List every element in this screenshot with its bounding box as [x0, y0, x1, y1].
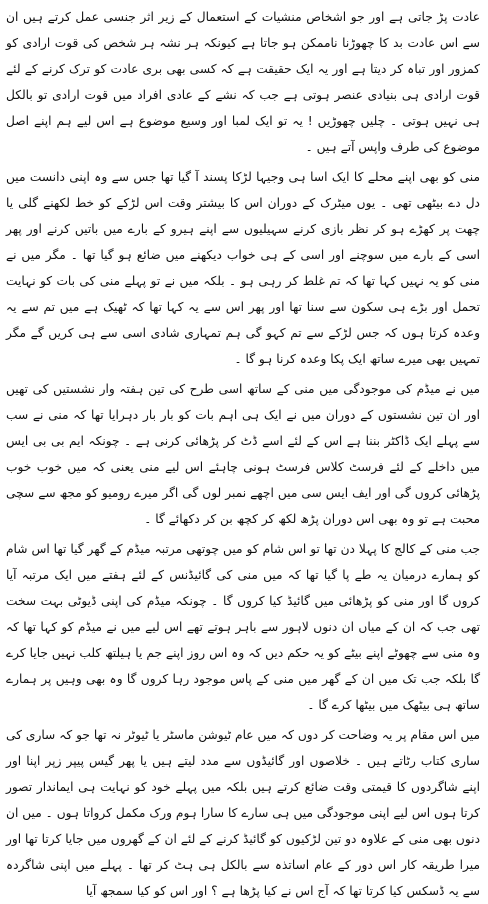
paragraph-3: میں نے میڈم کی موجودگی میں منی کے ساتھ اسی طرح کی تین ہفتہ وار نشستیں کی تھیں اور ان تین نشستوں کے دوران میں نے ایک ہی اہم بات کو بار بار دہرایا تھا کہ منی نے سب سے پہلے ایک ڈاکٹر بننا ہے اس کے لئے اسے ڈٹ کر پڑھائی کرنی ہے ۔ چونکہ ایم بی بی ایس میں داخلے کے لئے فرسٹ کلاس فرسٹ ہونی چاہئے اس لیے منی یعنی کہ میں خوب خوب پڑھائی کروں گی اور ایف ایس سی میں اچھے نمبر لوں گی اگر میرے رومیو کو مجھ سے سچی محبت ہے تو وہ بھی اس دوران پڑھ لکھ کر کچھ بن کر دکھائے گا ۔ [6, 382, 480, 526]
paragraph-5: میں اس مقام پر یہ وضاحت کر دوں کہ میں عام ٹیوشن ماسٹر یا ٹیوٹر نہ تھا جو کہ ساری کی ساری کتاب رٹاتے ہیں ۔ خلاصوں اور گائیڈوں سے مدد لیتے ہیں یا پھر گیس پیپر زپر اپنا اور اپنے شاگردوں کا قیمتی وقت ضائع کرتے ہیں بلکہ میں پہلے خود کو نہایت ہی ایماندار تصور کرتا ہوں اس لیے اپنی موجودگی میں ہی سارے کا سارا ہوم ورک مکمل کرواتا ہوں ۔ میں ان دنوں بھی منی کے علاوہ دو تین لڑکیوں کو گائیڈ کرنے کے لئے ان کے گھروں میں جایا کرتا تھا اور میرا طریقہ کار اس دور کے عام اساتذہ سے بالکل ہی ہٹ کر تھا ۔ پہلے میں اپنی شاگردہ سے یہ ڈسکس کیا کرتا تھا کہ آج اس نے کیا پڑھا ہے ؟ اور اس کو کیا سمجھ آیا [6, 728, 480, 898]
paragraph-4: جب منی کے کالج کا پہلا دن تھا تو اس شام کو میں چوتھی مرتبہ میڈم کے گھر گیا تھا اس شام کو ہمارے درمیان یہ طے پا گیا تھا کہ میں منی کی گائیڈنس کے لئے ہفتے میں ایک مرتبہ آیا کروں گا اور منی کو پڑھائی میں گائیڈ کیا کروں گا ۔ چونکہ میڈم کی اپنی ڈیوٹی بہت سخت تھی جب کہ ان کے میاں ان دنوں لاہور سے باہر ہوتے تھے اس لیے میں نے میڈم کو کہا تھا کہ وہ منی سے چھوٹے اپنے بیٹے کو یہ حکم دیں کہ وہ اس روز اپنے جم یا ہیلتھ کلب نہیں جایا کرے گا بلکہ جب تک میں ان کے گھر میں منی کے پاس موجود رہا کروں گا وہ بھی وہیں پر ہمارے ساتھ ہی بیٹھک میں بیٹھا کرے گا ۔ [6, 542, 480, 712]
paragraph-1: عادت پڑ جاتی ہے اور جو اشخاص منشیات کے استعمال کے زیر اثر جنسی عمل کرتے ہیں ان سے اس عادت بد کا چھوڑنا ناممکن ہو جاتا ہے کیونکہ ہر نشہ ہر شخص کی قوت ارادی کو کمزور اور تباہ کر دیتا ہے اور یہ ایک حقیقت ہے کہ کسی بھی بری عادت کو ترک کرنے کے لئے قوت ارادی ہی بنیادی عنصر ہوتی ہے جب کہ نشے کے عادی افراد میں قوت ارادی تو بالکل ہی نہیں ہوتی ۔ چلیں چھوڑیں ! یہ تو ایک لمبا اور وسیع موضوع ہے اس لیے ہم اپنے اصل موضوع کی طرف واپس آتے ہیں ۔ [6, 10, 480, 154]
paragraph-2: منی کو بھی اپنے محلے کا ایک اسا ہی وجیہا لڑکا پسند آ گیا تھا جس سے وہ اپنی دانست میں دل دے بیٹھی تھی ۔ یوں میٹرک کے دوران اس کا بیشتر وقت اس لڑکے کو خط لکھنے گلی یا چھت پر کھڑے ہو کر نظر بازی کرنے سہیلیوں سے اپنے ہیرو کے بارے میں باتیں کرنے اور پھر اسی کے بارے میں سوچنے اور اسی کے ہی خواب دیکھنے میں ضائع ہو گیا تھا ۔ مگر میں نے منی کو یہ نہیں کہا تھا کہ تم غلط کر رہی ہو ۔ بلکہ میں نے تو پہلے منی کی بات کو نہایت تحمل اور بڑے ہی سکون سے سنا تھا اور پھر اس سے یہ کہا تھا کہ ٹھیک ہے میں تم سے یہ وعدہ کرتا ہوں کہ جس لڑکے سے تم کہو گی ہم تمہاری شادی اسی سے ہی کریں گے مگر تمہیں بھی میرے ساتھ ایک پکا وعدہ کرنا ہو گا ۔ [6, 170, 480, 366]
